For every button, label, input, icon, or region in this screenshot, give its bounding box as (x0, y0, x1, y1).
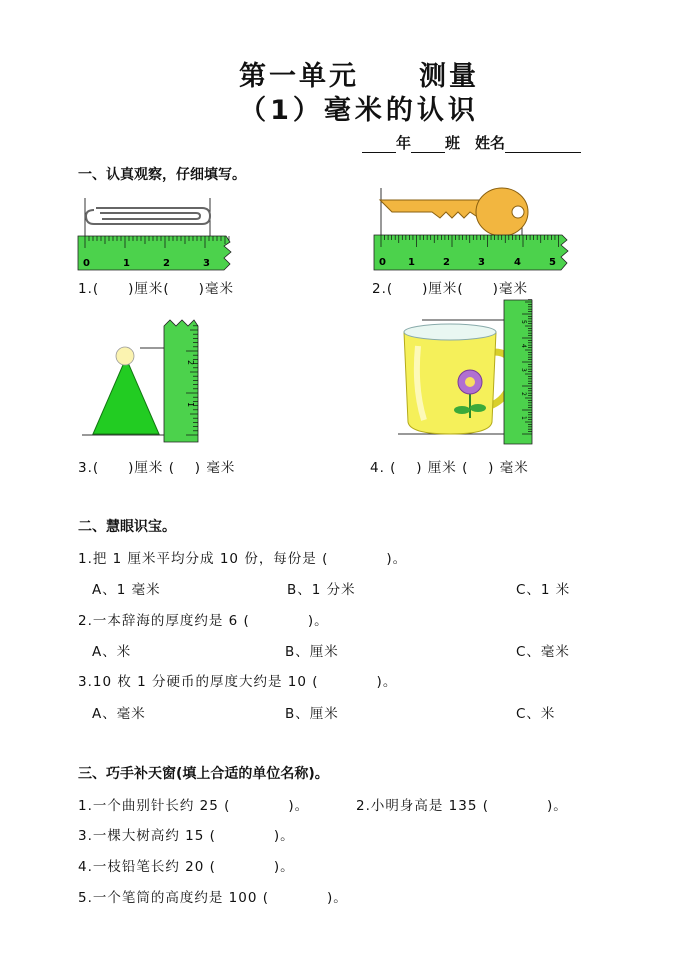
name-blank[interactable] (505, 136, 581, 153)
ruler2-label-5: 5 (549, 257, 556, 268)
class-label: 班 (445, 134, 461, 152)
option-2-2-a[interactable]: A、米 (92, 644, 132, 660)
question-3-3: 3.一棵大树高约 15 ( )。 (78, 828, 295, 844)
question-3-4: 4.一枝铅笔长约 20 ( )。 (78, 859, 295, 875)
question-3-2: 2.小明身高是 135 ( )。 (356, 798, 568, 814)
ruler1-label-2: 2 (163, 258, 170, 269)
option-2-2-b[interactable]: B、厘米 (285, 644, 339, 660)
ruler4-label-4: 4 (520, 344, 527, 348)
class-blank[interactable] (411, 136, 445, 153)
ruler-icon (374, 235, 568, 270)
question-3-1: 1.一个曲别针长约 25 ( )。 (78, 798, 310, 814)
ruler4-label-5: 5 (520, 320, 527, 324)
option-2-1-b[interactable]: B、1 分米 (287, 582, 356, 598)
option-2-2-c[interactable]: C、毫米 (516, 644, 570, 660)
ruler2-label-0: 0 (379, 257, 386, 268)
section1-heading: 一、认真观察，仔细填写。 (78, 167, 246, 183)
key-ruler-figure (372, 186, 572, 274)
class-info-line (362, 132, 581, 153)
question-2-1: 1.把 1 厘米平均分成 10 份，每份是 ( )。 (78, 551, 408, 567)
ruler3-label-1: 1 (186, 402, 195, 408)
ruler1-label-3: 3 (203, 258, 210, 269)
option-2-1-c[interactable]: C、1 米 (516, 582, 571, 598)
option-2-1-a[interactable]: A、1 毫米 (92, 582, 161, 598)
question-1-2: 2.( )厘米( )毫米 (372, 281, 528, 297)
cone-figure-icon (93, 347, 159, 434)
ruler4-label-1: 1 (520, 416, 527, 420)
question-2-2: 2.一本辞海的厚度约是 6 ( )。 (78, 613, 329, 629)
grade-blank[interactable] (362, 136, 396, 153)
key-icon (380, 188, 528, 236)
ruler4-label-2: 2 (520, 392, 527, 396)
question-2-3: 3.10 枚 1 分硬币的厚度大约是 10 ( )。 (78, 674, 398, 690)
ruler-icon (164, 320, 198, 442)
question-1-1: 1.( )厘米( )毫米 (78, 281, 234, 297)
name-label: 姓名 (475, 134, 506, 152)
paperclip-icon (86, 208, 210, 224)
section2-heading: 二、慧眼识宝。 (78, 519, 176, 535)
ruler3-label-2: 2 (186, 360, 195, 366)
question-1-4: 4. ( ) 厘米 ( ) 毫米 (370, 460, 529, 476)
option-2-3-a[interactable]: A、毫米 (92, 706, 146, 722)
option-2-3-c[interactable]: C、米 (516, 706, 556, 722)
option-2-3-b[interactable]: B、厘米 (285, 706, 339, 722)
section3-heading: 三、巧手补天窗(填上合适的单位名称)。 (78, 766, 329, 782)
ruler2-label-3: 3 (478, 257, 485, 268)
grade-label: 年 (396, 134, 412, 152)
question-1-3: 3.( )厘米 ( ) 毫米 (78, 460, 236, 476)
ruler2-label-4: 4 (514, 257, 521, 268)
ruler4-label-3: 3 (520, 368, 527, 372)
question-3-5: 5.一个笔筒的高度约是 100 ( )。 (78, 890, 348, 906)
ruler1-label-0: 0 (83, 258, 90, 269)
paperclip-ruler-figure (76, 196, 241, 274)
ruler2-label-2: 2 (443, 257, 450, 268)
page-subtitle: （1）毫米的认识 (239, 95, 479, 126)
cone-ruler-figure (80, 318, 205, 444)
ruler2-label-1: 1 (408, 257, 415, 268)
mug-ruler-figure (394, 298, 544, 448)
page-title: 第一单元 测量 (239, 61, 479, 92)
ruler1-label-1: 1 (123, 258, 130, 269)
